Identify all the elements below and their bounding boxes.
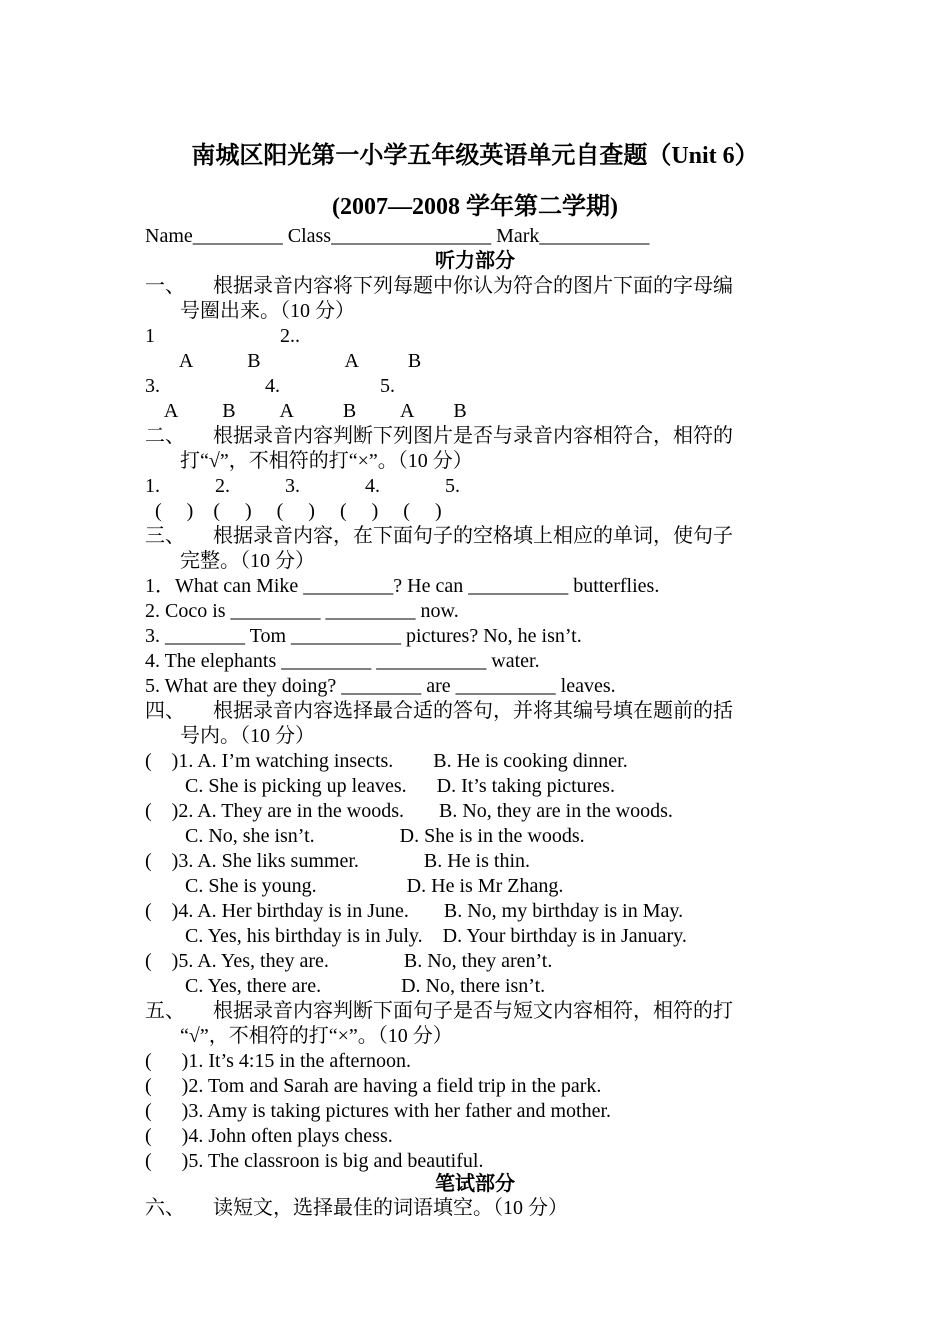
- section-2-number: 二、: [145, 425, 185, 447]
- section-3-instruction: 根据录音内容，在下面句子的空格填上相应的单词，使句子: [213, 525, 733, 547]
- section-1-instruction: 根据录音内容将下列每题中你认为符合的图片下面的字母编: [213, 275, 733, 297]
- section-5-instruction-cont: “√”，不相符的打“×”。（10 分）: [180, 1025, 453, 1047]
- section-4-instruction: 根据录音内容选择最合适的答句，并将其编号填在题前的括: [213, 700, 733, 722]
- section-1-number: 一、: [145, 275, 185, 297]
- choice-question-line: ( )2. A. They are in the woods. B. No, they are in the woods.: [145, 800, 673, 822]
- listening-heading: 听力部分: [435, 250, 515, 272]
- true-false-item: ( )3. Amy is taking pictures with her father and mother.: [145, 1100, 612, 1122]
- section-3-number: 三、: [145, 525, 185, 547]
- section-1-options-row1: A B A B: [145, 350, 422, 372]
- choice-question-line: ( )4. A. Her birthday is in June. B. No, my birthday is in May.: [145, 900, 684, 922]
- section-6-number: 六、: [145, 1197, 185, 1219]
- page-subtitle: (2007—2008 学年第二学期): [332, 194, 618, 220]
- choice-options-line: C. No, she isn’t. D. She is in the woods.: [145, 825, 585, 847]
- section-2-instruction-cont: 打“√”，不相符的打“×”。（10 分）: [180, 450, 473, 472]
- section-3-header: [145, 524, 733, 549]
- section-1-options-row2: A B A B A B: [145, 400, 467, 422]
- section-6-instruction: 读短文，选择最佳的词语填空。（10 分）: [213, 1197, 568, 1219]
- choice-options-line: C. She is young. D. He is Mr Zhang.: [145, 875, 564, 897]
- choice-options-line: C. She is picking up leaves. D. It’s taking pictures.: [145, 775, 615, 797]
- section-4-header: [145, 699, 733, 724]
- section-2-answer-brackets: ( ) ( ) ( ) ( ) ( ): [145, 500, 442, 522]
- section-2-header: [145, 424, 733, 449]
- section-1-instruction-cont: 号圈出来。（10 分）: [180, 300, 355, 322]
- student-info-line: Name_________ Class________________ Mark___________: [145, 225, 650, 247]
- fill-blank-item: 1．What can Mike _________? He can __________ butterflies.: [145, 575, 660, 597]
- section-5-number: 五、: [145, 1000, 185, 1022]
- section-4-instruction-cont: 号内。（10 分）: [180, 725, 315, 747]
- page-title: 南城区阳光第一小学五年级英语单元自查题（Unit 6）: [191, 143, 759, 169]
- section-1-header: [145, 274, 733, 299]
- section-2-instruction: 根据录音内容判断下列图片是否与录音内容相符合，相符的: [213, 425, 733, 447]
- true-false-item: ( )4. John often plays chess.: [145, 1125, 393, 1147]
- section-5-header: [145, 999, 733, 1024]
- section-3-instruction-cont: 完整。（10 分）: [180, 550, 315, 572]
- choice-question-line: ( )5. A. Yes, they are. B. No, they aren’t.: [145, 950, 553, 972]
- section-1-question-numbers-row1: 1 2..: [145, 325, 300, 347]
- choice-question-line: ( )1. A. I’m watching insects. B. He is cooking dinner.: [145, 750, 628, 772]
- section-6-header: [145, 1196, 568, 1221]
- choice-question-line: ( )3. A. She liks summer. B. He is thin.: [145, 850, 530, 872]
- fill-blank-item: 2. Coco is _________ _________ now.: [145, 600, 459, 622]
- true-false-item: ( )2. Tom and Sarah are having a field trip in the park.: [145, 1075, 602, 1097]
- fill-blank-item: 3. ________ Tom ___________ pictures? No, he isn’t.: [145, 625, 582, 647]
- true-false-item: ( )1. It’s 4:15 in the afternoon.: [145, 1050, 412, 1072]
- choice-options-line: C. Yes, his birthday is in July. D. Your birthday is in January.: [145, 925, 687, 947]
- section-2-question-numbers: 1. 2. 3. 4. 5.: [145, 475, 460, 497]
- fill-blank-item: 5. What are they doing? ________ are __________ leaves.: [145, 675, 616, 697]
- fill-blank-item: 4. The elephants _________ ___________ water.: [145, 650, 540, 672]
- choice-options-line: C. Yes, there are. D. No, there isn’t.: [145, 975, 546, 997]
- writing-heading: 笔试部分: [435, 1173, 515, 1195]
- section-1-question-numbers-row2: 3. 4. 5.: [145, 375, 395, 397]
- section-4-number: 四、: [145, 700, 185, 722]
- section-5-instruction: 根据录音内容判断下面句子是否与短文内容相符，相符的打: [213, 1000, 733, 1022]
- true-false-item: ( )5. The classroon is big and beautiful.: [145, 1150, 484, 1172]
